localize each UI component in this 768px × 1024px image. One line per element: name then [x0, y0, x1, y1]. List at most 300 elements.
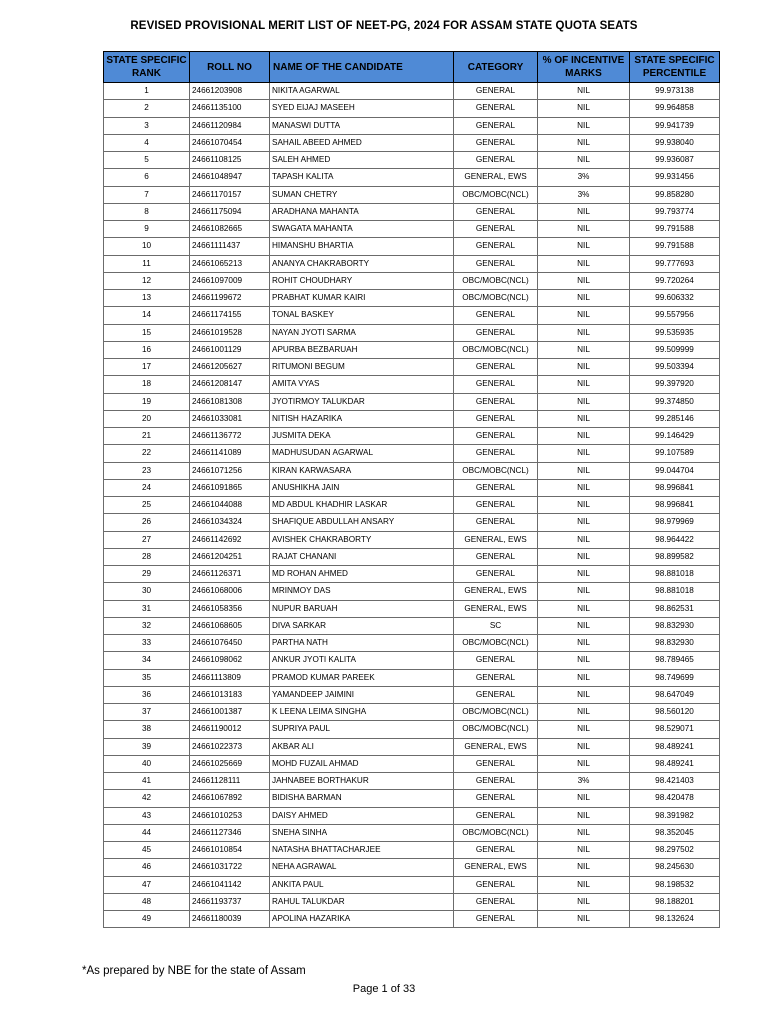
rank-cell: 18 — [104, 376, 190, 393]
candidate-name-cell: APOLINA HAZARIKA — [270, 911, 454, 928]
incentive-cell: 3% — [538, 169, 630, 186]
table-row — [104, 186, 720, 203]
roll-no-cell: 24661142692 — [190, 531, 270, 548]
candidate-name-cell: AMITA VYAS — [270, 376, 454, 393]
incentive-cell: NIL — [538, 876, 630, 893]
roll-no-cell: 24661025669 — [190, 755, 270, 772]
percentile-cell: 98.832930 — [630, 635, 720, 652]
percentile-cell: 99.606332 — [630, 290, 720, 307]
percentile-cell: 98.964422 — [630, 531, 720, 548]
incentive-cell: NIL — [538, 583, 630, 600]
table-row — [104, 824, 720, 841]
percentile-cell: 98.420478 — [630, 790, 720, 807]
roll-no-cell: 24661048947 — [190, 169, 270, 186]
table-row — [104, 548, 720, 565]
incentive-cell: NIL — [538, 531, 630, 548]
table-row — [104, 221, 720, 238]
table-row — [104, 531, 720, 548]
percentile-cell: 98.647049 — [630, 686, 720, 703]
candidate-name-cell: ARADHANA MAHANTA — [270, 203, 454, 220]
candidate-name-cell: BIDISHA BARMAN — [270, 790, 454, 807]
percentile-cell: 99.791588 — [630, 221, 720, 238]
rank-cell: 7 — [104, 186, 190, 203]
rank-cell: 6 — [104, 169, 190, 186]
table-row — [104, 514, 720, 531]
percentile-cell: 98.421403 — [630, 773, 720, 790]
percentile-cell: 98.979969 — [630, 514, 720, 531]
category-cell: GENERAL, EWS — [454, 600, 538, 617]
roll-no-cell: 24661174155 — [190, 307, 270, 324]
candidate-name-cell: JAHNABEE BORTHAKUR — [270, 773, 454, 790]
table-body — [104, 83, 720, 928]
roll-no-cell: 24661076450 — [190, 635, 270, 652]
percentile-cell: 98.391982 — [630, 807, 720, 824]
table-row — [104, 704, 720, 721]
category-cell: GENERAL — [454, 238, 538, 255]
candidate-name-cell: PRABHAT KUMAR KAIRI — [270, 290, 454, 307]
table-row — [104, 307, 720, 324]
table-row — [104, 807, 720, 824]
incentive-cell: NIL — [538, 704, 630, 721]
category-cell: GENERAL — [454, 790, 538, 807]
candidate-name-cell: SHAFIQUE ABDULLAH ANSARY — [270, 514, 454, 531]
category-cell: GENERAL — [454, 773, 538, 790]
candidate-name-cell: SYED EIJAJ MASEEH — [270, 100, 454, 117]
column-header-name: NAME OF THE CANDIDATE — [270, 52, 454, 83]
percentile-cell: 99.938040 — [630, 134, 720, 151]
roll-no-cell: 24661070454 — [190, 134, 270, 151]
percentile-cell: 98.529071 — [630, 721, 720, 738]
incentive-cell: NIL — [538, 134, 630, 151]
incentive-cell: NIL — [538, 911, 630, 928]
incentive-cell: NIL — [538, 255, 630, 272]
column-header-incentive: % OF INCENTIVE MARKS — [538, 52, 630, 83]
roll-no-cell: 24661081308 — [190, 393, 270, 410]
table-row — [104, 238, 720, 255]
table-row — [104, 359, 720, 376]
category-cell: GENERAL — [454, 221, 538, 238]
roll-no-cell: 24661065213 — [190, 255, 270, 272]
rank-cell: 14 — [104, 307, 190, 324]
table-row — [104, 324, 720, 341]
percentile-cell: 99.374850 — [630, 393, 720, 410]
percentile-cell: 98.560120 — [630, 704, 720, 721]
incentive-cell: NIL — [538, 221, 630, 238]
candidate-name-cell: NAYAN JYOTI SARMA — [270, 324, 454, 341]
category-cell: GENERAL — [454, 807, 538, 824]
percentile-cell: 98.297502 — [630, 842, 720, 859]
category-cell: OBC/MOBC(NCL) — [454, 824, 538, 841]
roll-no-cell: 24661010854 — [190, 842, 270, 859]
incentive-cell: NIL — [538, 566, 630, 583]
rank-cell: 24 — [104, 479, 190, 496]
roll-no-cell: 24661013183 — [190, 686, 270, 703]
category-cell: GENERAL — [454, 255, 538, 272]
rank-cell: 12 — [104, 272, 190, 289]
incentive-cell: NIL — [538, 376, 630, 393]
incentive-cell: NIL — [538, 117, 630, 134]
column-header-roll-no: ROLL NO — [190, 52, 270, 83]
incentive-cell: NIL — [538, 324, 630, 341]
category-cell: OBC/MOBC(NCL) — [454, 341, 538, 358]
roll-no-cell: 24661071256 — [190, 462, 270, 479]
incentive-cell: NIL — [538, 635, 630, 652]
candidate-name-cell: JUSMITA DEKA — [270, 428, 454, 445]
table-row — [104, 669, 720, 686]
roll-no-cell: 24661068006 — [190, 583, 270, 600]
table-row — [104, 566, 720, 583]
category-cell: GENERAL — [454, 755, 538, 772]
category-cell: GENERAL — [454, 359, 538, 376]
rank-cell: 33 — [104, 635, 190, 652]
footnote: *As prepared by NBE for the state of Assam — [82, 965, 306, 977]
roll-no-cell: 24661058356 — [190, 600, 270, 617]
incentive-cell: NIL — [538, 479, 630, 496]
candidate-name-cell: TAPASH KALITA — [270, 169, 454, 186]
incentive-cell: NIL — [538, 842, 630, 859]
candidate-name-cell: MANASWI DUTTA — [270, 117, 454, 134]
merit-list-table — [103, 51, 720, 928]
rank-cell: 3 — [104, 117, 190, 134]
roll-no-cell: 24661091865 — [190, 479, 270, 496]
candidate-name-cell: SWAGATA MAHANTA — [270, 221, 454, 238]
percentile-cell: 99.793774 — [630, 203, 720, 220]
category-cell: GENERAL, EWS — [454, 859, 538, 876]
rank-cell: 46 — [104, 859, 190, 876]
percentile-cell: 98.489241 — [630, 738, 720, 755]
roll-no-cell: 24661127346 — [190, 824, 270, 841]
roll-no-cell: 24661044088 — [190, 497, 270, 514]
candidate-name-cell: SAHAIL ABEED AHMED — [270, 134, 454, 151]
rank-cell: 26 — [104, 514, 190, 531]
rank-cell: 31 — [104, 600, 190, 617]
roll-no-cell: 24661204251 — [190, 548, 270, 565]
table-row — [104, 117, 720, 134]
rank-cell: 8 — [104, 203, 190, 220]
incentive-cell: NIL — [538, 290, 630, 307]
table-row — [104, 773, 720, 790]
percentile-cell: 98.188201 — [630, 893, 720, 910]
rank-cell: 45 — [104, 842, 190, 859]
rank-cell: 16 — [104, 341, 190, 358]
percentile-cell: 98.996841 — [630, 497, 720, 514]
roll-no-cell: 24661203908 — [190, 83, 270, 100]
incentive-cell: 3% — [538, 773, 630, 790]
table-row — [104, 203, 720, 220]
percentile-cell: 99.791588 — [630, 238, 720, 255]
percentile-cell: 98.832930 — [630, 617, 720, 634]
incentive-cell: NIL — [538, 600, 630, 617]
rank-cell: 47 — [104, 876, 190, 893]
rank-cell: 32 — [104, 617, 190, 634]
candidate-name-cell: NEHA AGRAWAL — [270, 859, 454, 876]
page-number: Page 1 of 33 — [352, 983, 416, 995]
incentive-cell: NIL — [538, 152, 630, 169]
candidate-name-cell: AKBAR ALI — [270, 738, 454, 755]
candidate-name-cell: NUPUR BARUAH — [270, 600, 454, 617]
percentile-cell: 98.132624 — [630, 911, 720, 928]
rank-cell: 36 — [104, 686, 190, 703]
incentive-cell: NIL — [538, 859, 630, 876]
percentile-cell: 99.044704 — [630, 462, 720, 479]
category-cell: GENERAL — [454, 514, 538, 531]
roll-no-cell: 24661175094 — [190, 203, 270, 220]
percentile-cell: 99.777693 — [630, 255, 720, 272]
category-cell: GENERAL — [454, 376, 538, 393]
roll-no-cell: 24661141089 — [190, 445, 270, 462]
candidate-name-cell: MRINMOY DAS — [270, 583, 454, 600]
candidate-name-cell: PARTHA NATH — [270, 635, 454, 652]
category-cell: GENERAL — [454, 324, 538, 341]
rank-cell: 44 — [104, 824, 190, 841]
roll-no-cell: 24661190012 — [190, 721, 270, 738]
category-cell: GENERAL — [454, 203, 538, 220]
rank-cell: 40 — [104, 755, 190, 772]
rank-cell: 10 — [104, 238, 190, 255]
table-row — [104, 738, 720, 755]
candidate-name-cell: RAHUL TALUKDAR — [270, 893, 454, 910]
column-header-percentile: STATE SPECIFIC PERCENTILE — [630, 52, 720, 83]
incentive-cell: NIL — [538, 272, 630, 289]
column-header-category: CATEGORY — [454, 52, 538, 83]
candidate-name-cell: HIMANSHU BHARTIA — [270, 238, 454, 255]
table-row — [104, 462, 720, 479]
table-row — [104, 83, 720, 100]
table-row — [104, 876, 720, 893]
percentile-cell: 99.931456 — [630, 169, 720, 186]
category-cell: GENERAL — [454, 445, 538, 462]
candidate-name-cell: NITISH HAZARIKA — [270, 410, 454, 427]
rank-cell: 25 — [104, 497, 190, 514]
table-row — [104, 583, 720, 600]
table-row — [104, 410, 720, 427]
roll-no-cell: 24661082665 — [190, 221, 270, 238]
category-cell: OBC/MOBC(NCL) — [454, 462, 538, 479]
category-cell: GENERAL — [454, 393, 538, 410]
category-cell: GENERAL — [454, 117, 538, 134]
candidate-name-cell: MADHUSUDAN AGARWAL — [270, 445, 454, 462]
candidate-name-cell: NIKITA AGARWAL — [270, 83, 454, 100]
candidate-name-cell: ANKITA PAUL — [270, 876, 454, 893]
roll-no-cell: 24661098062 — [190, 652, 270, 669]
percentile-cell: 99.397920 — [630, 376, 720, 393]
rank-cell: 38 — [104, 721, 190, 738]
incentive-cell: NIL — [538, 824, 630, 841]
percentile-cell: 99.964858 — [630, 100, 720, 117]
roll-no-cell: 24661097009 — [190, 272, 270, 289]
rank-cell: 39 — [104, 738, 190, 755]
roll-no-cell: 24661113809 — [190, 669, 270, 686]
column-header-rank: STATE SPECIFIC RANK — [104, 52, 190, 83]
percentile-cell: 98.862531 — [630, 600, 720, 617]
candidate-name-cell: ANKUR JYOTI KALITA — [270, 652, 454, 669]
percentile-cell: 98.352045 — [630, 824, 720, 841]
percentile-cell: 98.198532 — [630, 876, 720, 893]
percentile-cell: 99.973138 — [630, 83, 720, 100]
roll-no-cell: 24661120984 — [190, 117, 270, 134]
percentile-cell: 99.509999 — [630, 341, 720, 358]
roll-no-cell: 24661001129 — [190, 341, 270, 358]
percentile-cell: 99.557956 — [630, 307, 720, 324]
percentile-cell: 99.720264 — [630, 272, 720, 289]
percentile-cell: 98.245630 — [630, 859, 720, 876]
percentile-cell: 98.489241 — [630, 755, 720, 772]
table-row — [104, 428, 720, 445]
category-cell: GENERAL — [454, 410, 538, 427]
candidate-name-cell: SNEHA SINHA — [270, 824, 454, 841]
category-cell: GENERAL — [454, 100, 538, 117]
rank-cell: 11 — [104, 255, 190, 272]
candidate-name-cell: TONAL BASKEY — [270, 307, 454, 324]
incentive-cell: NIL — [538, 652, 630, 669]
roll-no-cell: 24661126371 — [190, 566, 270, 583]
rank-cell: 1 — [104, 83, 190, 100]
roll-no-cell: 24661170157 — [190, 186, 270, 203]
candidate-name-cell: PRAMOD KUMAR PAREEK — [270, 669, 454, 686]
candidate-name-cell: JYOTIRMOY TALUKDAR — [270, 393, 454, 410]
incentive-cell: NIL — [538, 100, 630, 117]
rank-cell: 17 — [104, 359, 190, 376]
category-cell: GENERAL — [454, 686, 538, 703]
category-cell: GENERAL, EWS — [454, 583, 538, 600]
incentive-cell: NIL — [538, 83, 630, 100]
table-row — [104, 755, 720, 772]
incentive-cell: 3% — [538, 186, 630, 203]
candidate-name-cell: ANANYA CHAKRABORTY — [270, 255, 454, 272]
rank-cell: 29 — [104, 566, 190, 583]
candidate-name-cell: SUMAN CHETRY — [270, 186, 454, 203]
table-row — [104, 255, 720, 272]
table-row — [104, 911, 720, 928]
table-row — [104, 134, 720, 151]
candidate-name-cell: ROHIT CHOUDHARY — [270, 272, 454, 289]
rank-cell: 4 — [104, 134, 190, 151]
roll-no-cell: 24661022373 — [190, 738, 270, 755]
incentive-cell: NIL — [538, 307, 630, 324]
table-row — [104, 842, 720, 859]
category-cell: GENERAL — [454, 497, 538, 514]
incentive-cell: NIL — [538, 497, 630, 514]
category-cell: GENERAL — [454, 842, 538, 859]
category-cell: OBC/MOBC(NCL) — [454, 272, 538, 289]
candidate-name-cell: NATASHA BHATTACHARJEE — [270, 842, 454, 859]
category-cell: OBC/MOBC(NCL) — [454, 721, 538, 738]
candidate-name-cell: AVISHEK CHAKRABORTY — [270, 531, 454, 548]
category-cell: GENERAL — [454, 152, 538, 169]
percentile-cell: 99.503394 — [630, 359, 720, 376]
roll-no-cell: 24661108125 — [190, 152, 270, 169]
candidate-name-cell: YAMANDEEP JAIMINI — [270, 686, 454, 703]
category-cell: GENERAL — [454, 893, 538, 910]
incentive-cell: NIL — [538, 393, 630, 410]
category-cell: SC — [454, 617, 538, 634]
rank-cell: 9 — [104, 221, 190, 238]
table-row — [104, 290, 720, 307]
percentile-cell: 98.996841 — [630, 479, 720, 496]
incentive-cell: NIL — [538, 341, 630, 358]
incentive-cell: NIL — [538, 445, 630, 462]
candidate-name-cell: DIVA SARKAR — [270, 617, 454, 634]
table-header-row — [104, 52, 720, 83]
category-cell: GENERAL — [454, 479, 538, 496]
roll-no-cell: 24661193737 — [190, 893, 270, 910]
rank-cell: 2 — [104, 100, 190, 117]
rank-cell: 30 — [104, 583, 190, 600]
roll-no-cell: 24661034324 — [190, 514, 270, 531]
table-row — [104, 393, 720, 410]
roll-no-cell: 24661208147 — [190, 376, 270, 393]
rank-cell: 28 — [104, 548, 190, 565]
rank-cell: 43 — [104, 807, 190, 824]
category-cell: GENERAL — [454, 876, 538, 893]
rank-cell: 42 — [104, 790, 190, 807]
rank-cell: 35 — [104, 669, 190, 686]
candidate-name-cell: MD ROHAN AHMED — [270, 566, 454, 583]
candidate-name-cell: K LEENA LEIMA SINGHA — [270, 704, 454, 721]
roll-no-cell: 24661136772 — [190, 428, 270, 445]
percentile-cell: 98.881018 — [630, 583, 720, 600]
rank-cell: 15 — [104, 324, 190, 341]
percentile-cell: 98.881018 — [630, 566, 720, 583]
table-row — [104, 479, 720, 496]
percentile-cell: 98.899582 — [630, 548, 720, 565]
table-row — [104, 152, 720, 169]
category-cell: GENERAL — [454, 307, 538, 324]
incentive-cell: NIL — [538, 617, 630, 634]
percentile-cell: 99.858280 — [630, 186, 720, 203]
roll-no-cell: 24661068605 — [190, 617, 270, 634]
table-row — [104, 790, 720, 807]
category-cell: GENERAL — [454, 652, 538, 669]
rank-cell: 21 — [104, 428, 190, 445]
candidate-name-cell: MOHD FUZAIL AHMAD — [270, 755, 454, 772]
table-row — [104, 617, 720, 634]
category-cell: GENERAL, EWS — [454, 169, 538, 186]
table-row — [104, 497, 720, 514]
category-cell: GENERAL — [454, 548, 538, 565]
roll-no-cell: 24661111437 — [190, 238, 270, 255]
incentive-cell: NIL — [538, 738, 630, 755]
category-cell: OBC/MOBC(NCL) — [454, 635, 538, 652]
candidate-name-cell: DAISY AHMED — [270, 807, 454, 824]
candidate-name-cell: RAJAT CHANANI — [270, 548, 454, 565]
roll-no-cell: 24661041142 — [190, 876, 270, 893]
candidate-name-cell: KIRAN KARWASARA — [270, 462, 454, 479]
rank-cell: 49 — [104, 911, 190, 928]
candidate-name-cell: APURBA BEZBARUAH — [270, 341, 454, 358]
table-row — [104, 635, 720, 652]
candidate-name-cell: ANUSHIKHA JAIN — [270, 479, 454, 496]
incentive-cell: NIL — [538, 462, 630, 479]
incentive-cell: NIL — [538, 410, 630, 427]
roll-no-cell: 24661180039 — [190, 911, 270, 928]
category-cell: OBC/MOBC(NCL) — [454, 290, 538, 307]
incentive-cell: NIL — [538, 514, 630, 531]
document-title: REVISED PROVISIONAL MERIT LIST OF NEET-PG, 2024 FOR ASSAM STATE QUOTA SEATS — [130, 20, 638, 32]
table-row — [104, 169, 720, 186]
percentile-cell: 98.749699 — [630, 669, 720, 686]
incentive-cell: NIL — [538, 669, 630, 686]
rank-cell: 20 — [104, 410, 190, 427]
table-row — [104, 272, 720, 289]
category-cell: GENERAL — [454, 911, 538, 928]
percentile-cell: 99.146429 — [630, 428, 720, 445]
rank-cell: 13 — [104, 290, 190, 307]
table-row — [104, 600, 720, 617]
roll-no-cell: 24661019528 — [190, 324, 270, 341]
table-row — [104, 376, 720, 393]
category-cell: GENERAL, EWS — [454, 531, 538, 548]
